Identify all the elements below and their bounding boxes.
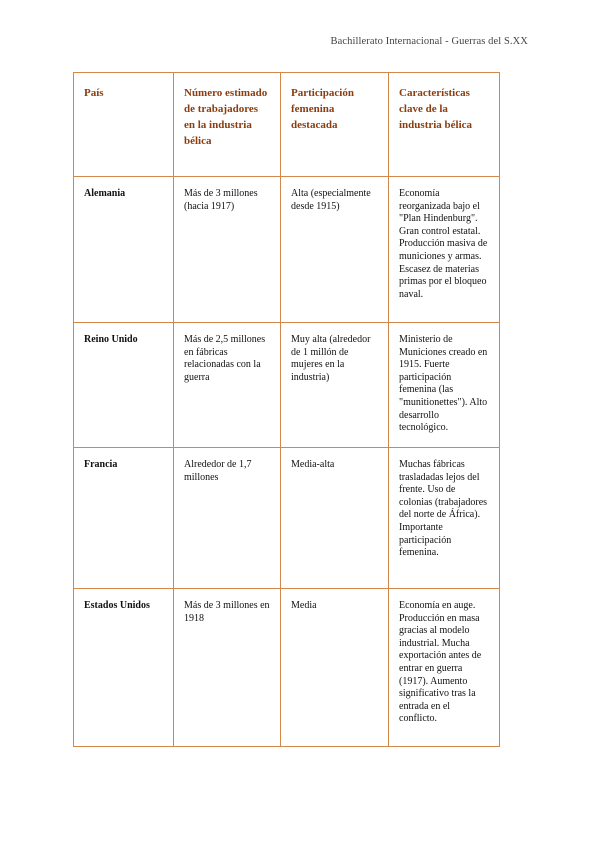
features-text: Ministerio de Municiones creado en 1915. Fuerte participación femenina (las "munitionettes"). Alto desarrollo tecnológico. xyxy=(399,334,488,434)
workers-text: Más de 2,5 millones en fábricas relacionadas con la guerra xyxy=(184,334,266,383)
cell-female xyxy=(281,448,389,589)
header-label: Número estimado de trabajadores en la industria bélica xyxy=(184,87,268,147)
cell-features xyxy=(389,323,500,448)
country-label: Francia xyxy=(84,459,118,470)
cell-features xyxy=(389,589,500,747)
workers-text: Más de 3 millones en 1918 xyxy=(184,600,270,624)
cell-workers xyxy=(174,448,281,589)
header-cell-workers xyxy=(174,73,281,177)
table-row xyxy=(74,177,500,323)
header-label: Características clave de la industria bélica xyxy=(399,87,473,131)
country-label: Reino Unido xyxy=(84,334,138,345)
cell-female xyxy=(281,323,389,448)
cell-country xyxy=(74,448,174,589)
female-text: Muy alta (alrededor de 1 millón de mujeres en la industria) xyxy=(291,334,371,383)
cell-country xyxy=(74,589,174,747)
cell-female xyxy=(281,177,389,323)
table-row xyxy=(74,323,500,448)
cell-country xyxy=(74,323,174,448)
header-label: Participación femenina destacada xyxy=(291,87,354,131)
header-cell-country xyxy=(74,73,174,177)
female-text: Media-alta xyxy=(291,459,335,470)
table-header-row xyxy=(74,73,500,177)
header-cell-features xyxy=(389,73,500,177)
country-label: Estados Unidos xyxy=(84,600,150,611)
workers-text: Alrededor de 1,7 millones xyxy=(184,459,252,483)
cell-features xyxy=(389,448,500,589)
features-text: Economía reorganizada bajo el "Plan Hindenburg". Gran control estatal. Producción masiva de municiones y armas. Escasez de materias primas por el bloqueo naval. xyxy=(399,188,488,300)
cell-female xyxy=(281,589,389,747)
workers-text: Más de 3 millones (hacia 1917) xyxy=(184,188,258,212)
industry-table xyxy=(73,72,500,747)
table-row xyxy=(74,589,500,747)
features-text: Economía en auge. Producción en masa gracias al modelo industrial. Mucha exportación antes de entrar en guerra (1917). Aumento significativo tras la entrada en el conflicto. xyxy=(399,600,482,725)
female-text: Media xyxy=(291,600,317,611)
cell-workers xyxy=(174,323,281,448)
female-text: Alta (especialmente desde 1915) xyxy=(291,188,371,212)
running-header: Bachillerato Internacional - Guerras del S.XX xyxy=(330,36,528,47)
table-row xyxy=(74,448,500,589)
cell-country xyxy=(74,177,174,323)
cell-features xyxy=(389,177,500,323)
cell-workers xyxy=(174,589,281,747)
country-label: Alemania xyxy=(84,188,126,199)
features-text: Muchas fábricas trasladadas lejos del frente. Uso de colonias (trabajadores del norte de África). Importante participación femenina. xyxy=(399,459,488,559)
header-cell-female xyxy=(281,73,389,177)
cell-workers xyxy=(174,177,281,323)
header-label: País xyxy=(84,87,104,99)
